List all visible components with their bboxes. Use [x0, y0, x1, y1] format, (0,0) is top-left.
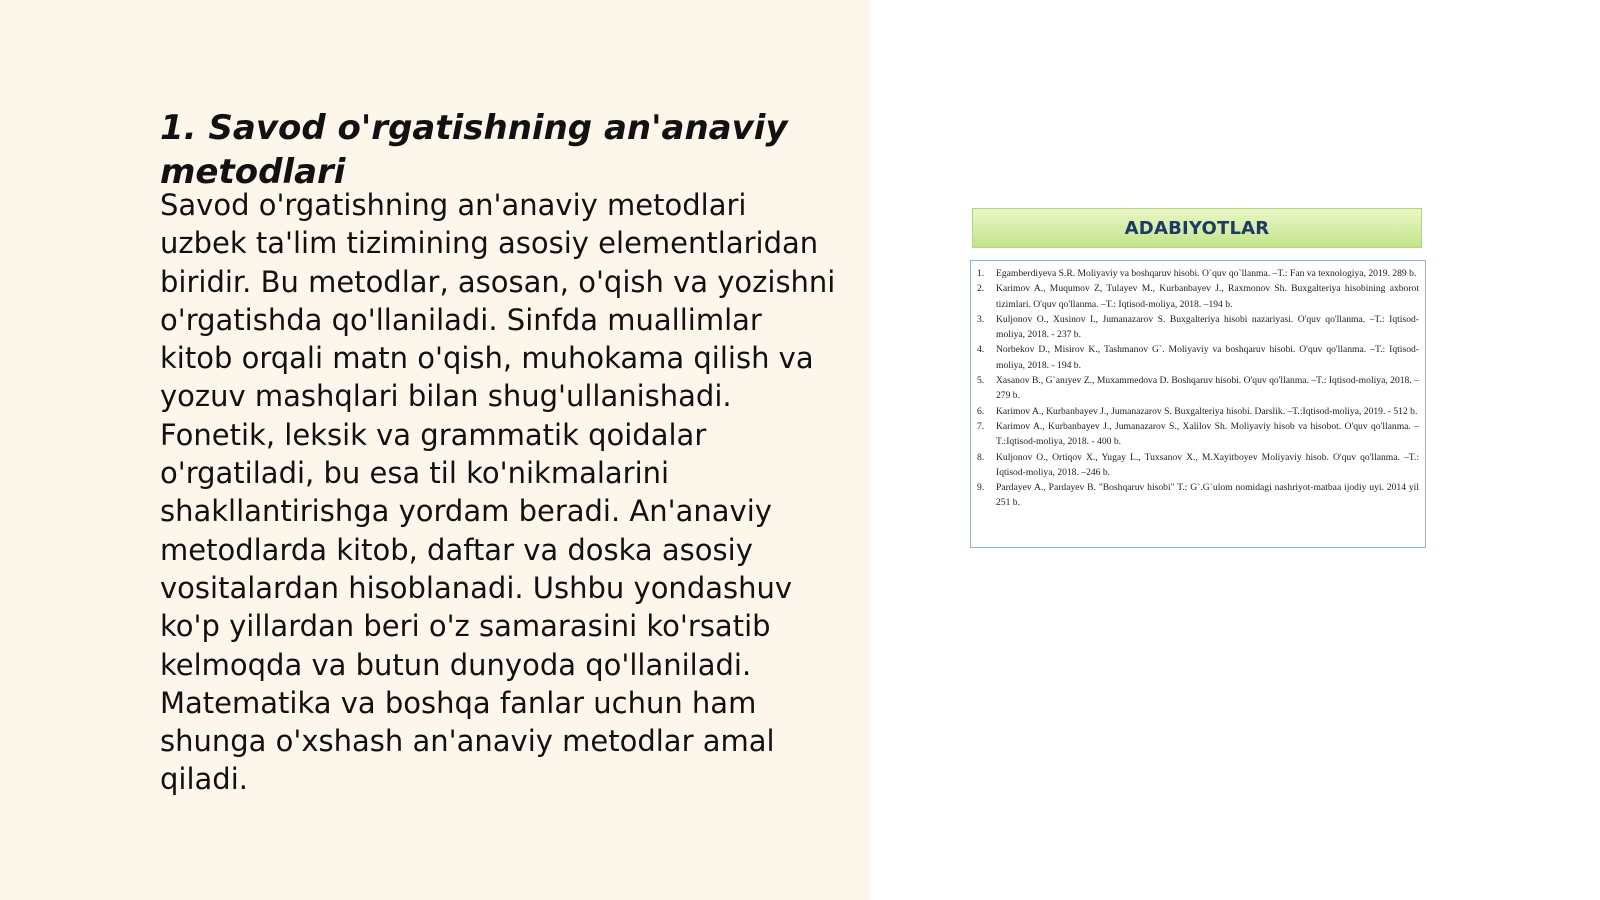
reference-item [977, 480, 1419, 511]
reference-text: Karimov A., Kurbanbayev J., Jumanazarov S. Buxgalteriya hisobi. Darslik. –T.:Iqtisod-moliya, 2019. - 512 b. [996, 405, 1418, 417]
reference-number: 1. [977, 268, 985, 279]
reference-text: Norbekov D., Misirov K., Tashmanov G`. Moliyaviy va boshqaruv hisobi. O'quv qo'llanma. –T.: Iqtisod-moliya, 2018. - 194 b. [996, 344, 1419, 371]
reference-number: 6. [977, 405, 985, 417]
reference-text: Egamberdiyeva S.R. Moliyaviy va boshqaruv hisobi. O`quv qo`llanma. –T.: Fan va texnologiya, 2019. 289 b. [996, 268, 1417, 279]
reference-number: 5. [977, 375, 985, 387]
reference-text: Kuljonov O., Xusinov I., Jumanazarov S. Buxgalteriya hisobi nazariyasi. O'quv qo'llanma. –T.: Iqtisod-moliya, 2018. - 237 b. [996, 313, 1419, 341]
reference-number: 4. [977, 344, 985, 356]
references-list [977, 266, 1419, 511]
slide-body-text: Savod o'rgatishning an'anaviy metodlari uzbek ta'lim tizimining asosiy elementlaridan biridir. Bu metodlar, asosan, o'qish va yozishni o'rgatishda qo'llaniladi. Sinfda muallimlar kitob orqali matn o'qish, muhokama qilish va yozuv mashqlari bilan shug'ullanishadi. Fonetik, leksik va grammatik qoidalar o'rgatiladi, bu esa til ko'nikmalarini shakllantirishga yordam beradi. An'anaviy metodlarda kitob, daftar va doska asosiy vositalardan hisoblanadi. Ushbu yondashuv ko'p yillardan beri o'z samarasini ko'rsatib kelmoqda va butun dunyoda qo'llaniladi. Matematika va boshqa fanlar uchun ham shunga o'xshash an'anaviy metodlar amal qiladi. [160, 188, 836, 797]
slide-title: 1. Savod o'rgatishning an'anaviy metodlari [160, 108, 788, 192]
reference-item [977, 342, 1419, 373]
reference-item [977, 281, 1419, 312]
reference-number: 8. [977, 451, 985, 463]
reference-number: 3. [977, 313, 985, 325]
reference-text: Kuljonov O., Ortiqov X., Yugay L., Tuxsanov X., M.Xayitboyev Moliyaviy hisob. O'quv qo'llanma. –T.: Iqtisod-moliya, 2018. –246 b. [996, 451, 1419, 478]
references-box [970, 260, 1426, 548]
reference-item [977, 419, 1419, 450]
reference-text: Xasanov B., G`anıyev Z., Muxammedova D. Boshqaruv hisobi. O'quv qo'llanma. –T.: Iqtisod-moliya, 2018. –279 b. [996, 375, 1419, 402]
reference-text: Karimov A., Kurbanbayev J., Jumanazarov S., Xalilov Sh. Moliyaviy hisob va hisobot. O'quv qo'llanma. –T.:Iqtisod-moliya, 2018. - 400 b. [996, 420, 1419, 448]
references-image [970, 208, 1428, 548]
reference-number: 2. [977, 283, 985, 295]
reference-text: Pardayev A., Pardayev B. "Boshqaruv hisobi" T.: G`.G`ulom nomidagi nashriyot-matbaa ijodiy uyi. 2014 yil 251 b. [996, 482, 1419, 509]
reference-item [977, 404, 1419, 419]
reference-item [977, 373, 1419, 404]
reference-item [977, 266, 1419, 281]
reference-item [977, 450, 1419, 481]
reference-text: Karimov A., Muqumov Z, Tulayev M., Kurbanbayev J., Raxmonov Sh. Buxgalteriya hisobining axborot tizimlari. O'quv qo'llanma. –T.: Iqtisod-moliya, 2018. –194 b. [996, 283, 1419, 310]
reference-number: 9. [977, 482, 985, 494]
references-heading: ADABIYOTLAR [972, 208, 1422, 248]
reference-item [977, 312, 1419, 343]
reference-number: 7. [977, 420, 985, 432]
